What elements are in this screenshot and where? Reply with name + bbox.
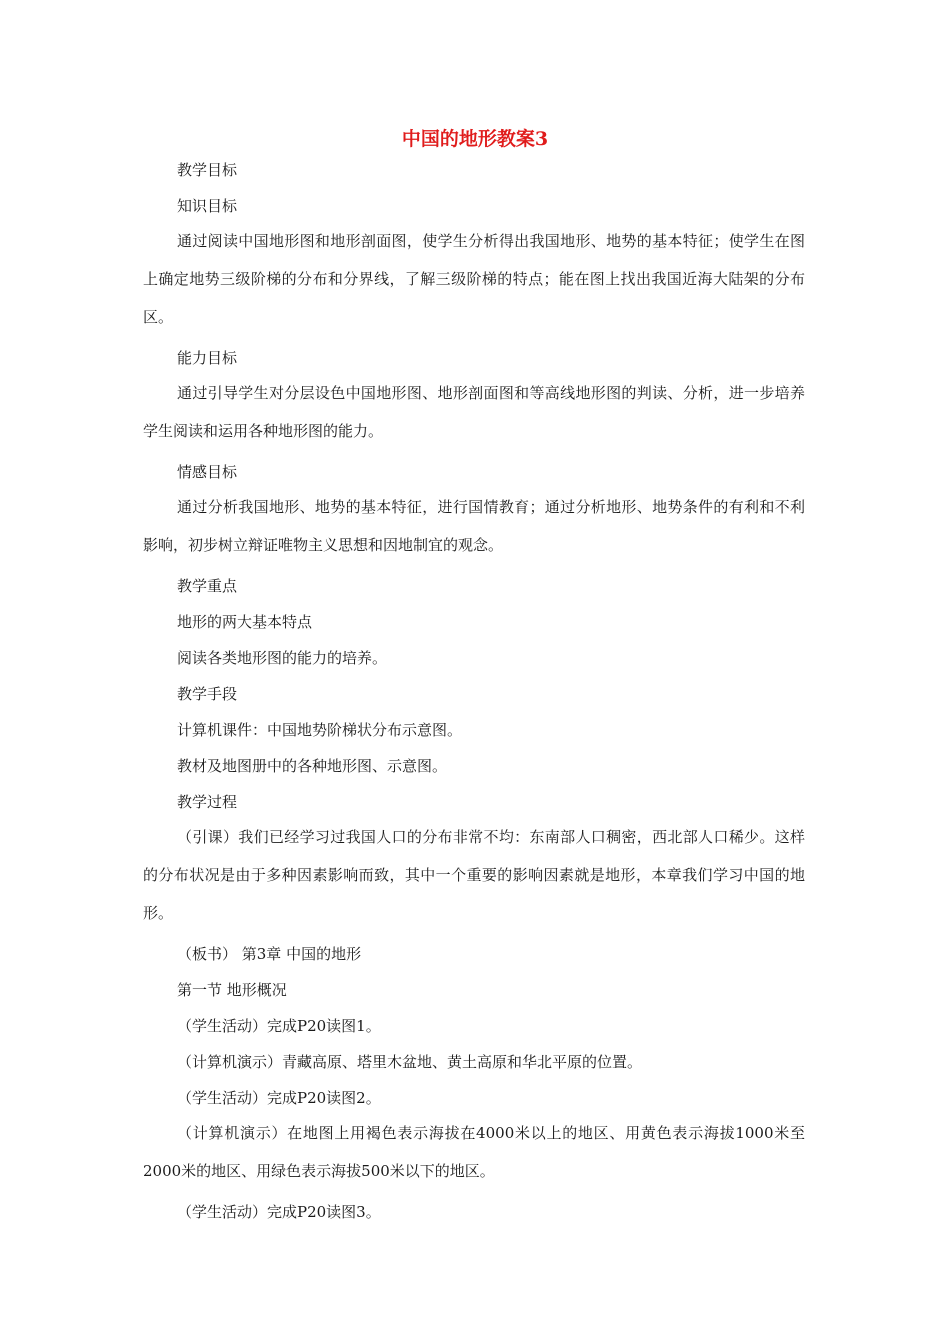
paragraph-board-chapter: （板书） 第3章 中国的地形 [177,945,362,963]
paragraph-ability-goals: 通过引导学生对分层设色中国地形图、地形剖面图和等高线地形图的判读、分析，进一步培养学生阅读和运用各种地形图的能力。 [143,384,805,440]
paragraph-activity-3: （学生活动）完成P20读图3。 [177,1203,381,1221]
paragraph-activity-2: （学生活动）完成P20读图2。 [177,1089,381,1107]
paragraph-key-point-2: 阅读各类地形图的能力的培养。 [177,649,388,667]
paragraph-emotion-goals: 通过分析我国地形、地势的基本特征，进行国情教育；通过分析地形、地势条件的有利和不利影响，初步树立辩证唯物主义思想和因地制宜的观念。 [143,498,805,554]
paragraph-demo-1: （计算机演示）青藏高原、塔里木盆地、黄土高原和华北平原的位置。 [177,1053,643,1071]
heading-knowledge-goals: 知识目标 [177,197,238,215]
paragraph-intro: （引课）我们已经学习过我国人口的分布非常不均：东南部人口稠密，西北部人口稀少。这样的分布状况是由于多种因素影响而致，其中一个重要的影响因素就是地形，本章我们学习中国的地形。 [143,828,805,922]
document-body [143,148,805,1226]
heading-ability-goals: 能力目标 [177,349,238,367]
paragraph-means-2: 教材及地图册中的各种地形图、示意图。 [177,757,448,775]
paragraph-demo-2: （计算机演示）在地图上用褐色表示海拔在4000米以上的地区、用黄色表示海拔1000米至2000米的地区、用绿色表示海拔500米以下的地区。 [143,1124,805,1180]
paragraph-knowledge-goals: 通过阅读中国地形图和地形剖面图，使学生分析得出我国地形、地势的基本特征；使学生在图上确定地势三级阶梯的分布和分界线，了解三级阶梯的特点；能在图上找出我国近海大陆架的分布区。 [143,232,805,326]
paragraph-section-one: 第一节 地形概况 [177,981,287,999]
heading-key-points: 教学重点 [177,577,238,595]
heading-teaching-means: 教学手段 [177,685,238,703]
heading-teaching-goals: 教学目标 [177,161,238,179]
paragraph-activity-1: （学生活动）完成P20读图1。 [177,1017,381,1035]
paragraph-key-point-1: 地形的两大基本特点 [177,613,313,631]
heading-emotion-goals: 情感目标 [177,463,238,481]
heading-teaching-process: 教学过程 [177,793,238,811]
document-title: 中国的地形教案3 [401,128,549,150]
paragraph-means-1: 计算机课件：中国地势阶梯状分布示意图。 [177,721,463,739]
